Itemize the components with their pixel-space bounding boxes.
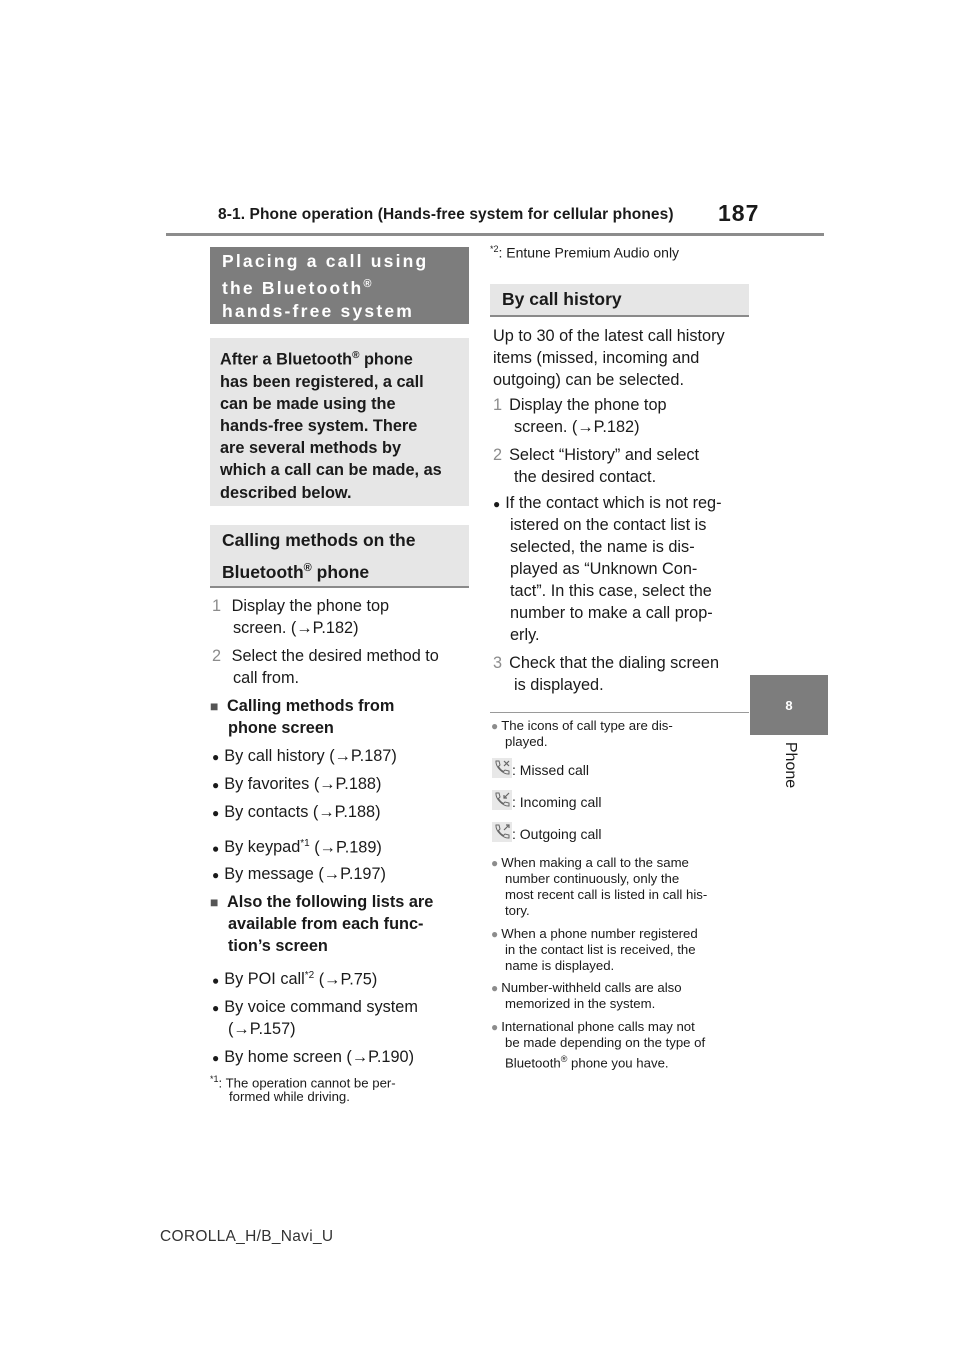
chapter-tab-label [760,741,820,795]
heading-text: the Bluetooth [222,277,364,298]
incoming-call-icon [492,790,512,810]
step-number: 2 [493,446,503,464]
chapter-tab: 8 [750,675,828,735]
heading-line: hands-free system [222,300,415,321]
intro-line: can be made using the [220,394,396,413]
subheading-by-call-history: By call history [490,284,749,317]
step-text: Select “History” and select [509,446,700,464]
intro-line: described below. [220,483,352,502]
heading-line: Placing a call using [222,251,429,271]
group-heading-text: available from each func- [228,915,424,933]
list-item [212,1046,414,1069]
bullet-icon: ● [212,1051,220,1065]
note-text: When making a call to the same [501,855,689,870]
intro-line: items (missed, incoming and [493,349,700,367]
legend-missed: : Missed call [512,762,590,778]
bullet-text: If the contact which is not reg- [505,494,722,512]
incoming-call-row [492,790,512,815]
step-number: 3 [493,654,503,672]
legend-outgoing: : Outgoing call [512,826,602,842]
step-text: the desired contact. [514,468,657,486]
list-item-text: By home screen (→P.190) [224,1048,414,1066]
intro-line: has been registered, a call [220,372,424,391]
footnote-mark: *2 [490,244,499,254]
note-text: name is displayed. [505,958,615,973]
list-item [212,745,397,768]
list-item-text: By favorites (→P.188) [224,775,382,793]
bullet-icon: ● [212,973,220,988]
list-item-text: (→P.157) [228,1020,296,1038]
note-bullet-icon: ● [491,719,499,733]
bullet-text: number to make a call prop- [510,604,713,622]
step-number: 1 [493,396,503,414]
step-1 [493,394,667,416]
subheading-calling-methods [210,525,469,588]
note [491,926,698,943]
bullet-icon: ● [212,868,220,882]
note [491,855,689,872]
step-text: Check that the dialing screen [509,654,720,672]
subheading-line: Calling methods on the [222,530,416,550]
step-1 [212,595,389,617]
list-item [212,833,382,859]
note-text: When a phone number registered [501,926,698,941]
list-item-text: (→P.75) [314,970,378,989]
footnote-ref: *1 [300,838,310,849]
step-text: Display the phone top [231,597,390,615]
footer-model-code: COROLLA_H/B_Navi_U [160,1228,334,1245]
note [491,980,682,997]
group-heading-text: tion’s screen [228,937,328,955]
bullet-icon: ● [212,841,220,856]
intro-text: phone [359,350,413,369]
note [491,1019,695,1036]
registered-mark: ® [560,1054,568,1064]
group-heading-text: Calling methods from [227,697,395,715]
registered-mark: ® [363,278,372,290]
outgoing-call-row [492,822,512,847]
page-number: 187 [718,200,760,226]
note-bullet-icon: ● [491,981,499,995]
intro-text: After a Bluetooth [220,350,353,369]
list-item-text: By call history (→P.187) [224,747,397,765]
note-bullet-icon: ● [491,927,499,941]
step-text: screen. (→P.182) [514,418,640,436]
section-heading [210,247,469,324]
list-item [212,996,418,1019]
section-title: 8-1. Phone operation (Hands-free system for cellular phones) [218,206,674,223]
bullet-icon: ● [212,806,220,820]
outgoing-call-icon [492,822,512,842]
list-item [212,863,386,886]
footnote-2 [490,242,679,261]
group-heading-text: phone screen [228,719,334,737]
bullet-text: selected, the name is dis- [510,538,695,556]
note-text: number continuously, only the [505,871,680,886]
subheading-text: phone [311,561,370,582]
note [491,718,673,735]
square-bullet-icon: ■ [210,698,219,714]
intro-box [210,338,469,506]
note-text: in the contact list is received, the [505,942,696,957]
subheading-line [222,554,457,586]
bullet-note [493,492,722,515]
group-heading [210,891,433,913]
notes-divider [490,712,749,713]
list-item [212,773,381,796]
note-text: most recent call is listed in call his- [505,887,708,902]
intro-line: outgoing) can be selected. [493,371,684,389]
list-item-text: By POI call [224,970,305,989]
list-item-text: (→P.189) [309,838,382,857]
heading-line [222,273,457,300]
footnote-text: formed while driving. [229,1089,350,1104]
bullet-text: tact”. In this case, select the [510,582,712,600]
footnote-text: : The operation cannot be per- [218,1075,396,1091]
registered-mark: ® [303,562,312,574]
step-text: call from. [233,669,300,687]
step-3 [493,652,719,674]
note-text: Number-withheld calls are also [501,980,682,995]
footnote-text: : Entune Premium Audio only [498,244,680,261]
missed-call-icon [492,758,512,778]
footnote-ref: *2 [304,970,315,981]
bullet-text: erly. [510,626,540,644]
step-text: Select the desired method to [231,647,439,665]
note-text: International phone calls may not [501,1019,695,1034]
intro-line: Up to 30 of the latest call history [493,327,725,345]
note-text: be made depending on the type of [505,1035,706,1050]
list-item-text: By voice command system [224,998,418,1016]
footnote-mark: *1 [210,1074,219,1084]
intro-line [220,345,459,371]
step-2 [493,444,699,466]
note-text: phone you have. [567,1055,669,1071]
step-text: Display the phone top [509,396,667,414]
note-text: memorized in the system. [505,996,656,1011]
intro-line: are several methods by [220,439,401,458]
note-text: tory. [505,903,530,918]
step-text: is displayed. [514,676,604,694]
list-item [212,965,377,991]
bullet-icon: ● [493,497,501,511]
note-bullet-icon: ● [491,1020,499,1034]
note-text: Bluetooth [505,1055,561,1071]
registered-mark: ® [352,350,360,361]
list-item-text: By contacts (→P.188) [224,803,381,821]
list-item-text: By message (→P.197) [224,865,386,883]
bullet-text: played as “Unknown Con- [510,560,698,578]
bullet-icon: ● [212,1001,220,1015]
list-item [212,801,381,824]
step-number: 1 [212,597,222,615]
step-2 [212,645,439,667]
header-rule [166,233,824,236]
step-number: 2 [212,647,222,665]
chapter-label: Phone [782,741,799,789]
group-heading [210,695,394,717]
bullet-icon: ● [212,778,220,792]
square-bullet-icon: ■ [210,894,219,910]
note-text: The icons of call type are dis- [501,718,673,733]
intro-line: hands-free system. There [220,417,418,436]
note-text: played. [505,734,548,749]
intro-line: which a call can be made, as [220,461,442,480]
missed-call-row [492,758,512,783]
list-item-text: By keypad [224,838,301,857]
note-line [505,1052,669,1071]
note-bullet-icon: ● [491,856,499,870]
legend-incoming: : Incoming call [512,794,602,810]
bullet-text: istered on the contact list is [510,516,707,534]
group-heading-text: Also the following lists are [227,893,434,911]
subheading-text: Bluetooth [222,561,304,582]
bullet-icon: ● [212,750,220,764]
step-text: screen. (→P.182) [233,619,359,637]
